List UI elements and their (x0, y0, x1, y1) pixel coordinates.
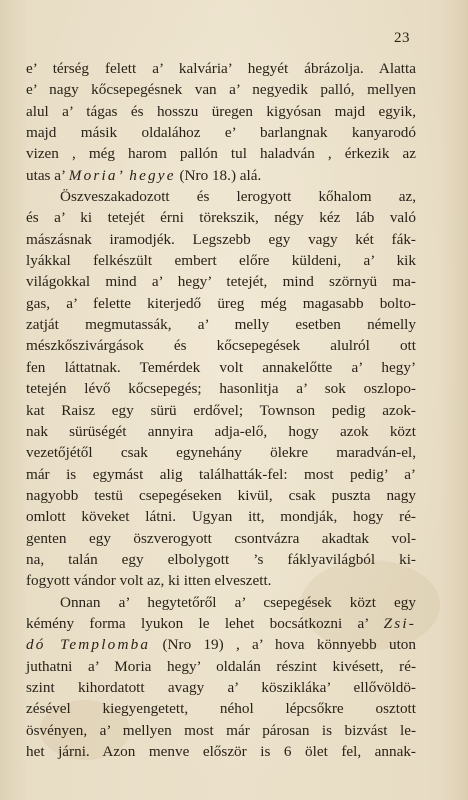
text-segment: utas a’ (26, 166, 69, 184)
text-segment: omlott köveket látni. Ugyan itt, mondják, hogy ré- (26, 508, 416, 526)
text-line (26, 58, 416, 79)
text-segment: vezetőjétől csak egynehány ölekre maradván-el, (26, 444, 416, 462)
text-line (26, 314, 416, 335)
text-line (26, 186, 416, 207)
text-line (26, 656, 416, 677)
text-segment: kat Raisz egy sürü erdővel; Townson pedig azok- (26, 401, 416, 419)
text-segment: lyákkal felkészült embert előre küldeni, a’ kik (26, 252, 416, 270)
text-segment: nak sürüségét annyira adja-elő, hogy azok közt (26, 422, 416, 440)
text-segment: zatját megmutassák, a’ melly esetben némelly (26, 316, 416, 334)
text-line (26, 506, 416, 527)
text-line (26, 549, 416, 570)
text-line (26, 634, 416, 655)
text-line (26, 357, 416, 378)
text-segment: tetején lévő kőcsepegés; hasonlitja a’ sok oszlopo- (26, 380, 416, 398)
text-line (26, 464, 416, 485)
text-line (26, 293, 416, 314)
text-line (26, 698, 416, 719)
text-segment: ösvényen, a’ mellyen most már párosan is bizvást le- (26, 721, 416, 739)
text-segment: e’ térség felett a’ kalvária’ hegyét ábrázolja. Alatta (26, 60, 416, 77)
text-line (26, 165, 416, 186)
text-segment: fen láttatnak. Temérdek volt annakelőtte a’ hegy’ (26, 358, 416, 376)
text-segment: (Nro 18.) alá. (175, 166, 262, 184)
text-line (26, 122, 416, 143)
text-segment: mészkőszivárgások és kőcsepegések alulról ott (26, 337, 416, 355)
page-number: 23 (394, 30, 410, 46)
body-text (26, 58, 416, 762)
text-segment: (Nro 19) , a’ hova könnyebb uton (150, 636, 416, 654)
text-segment: már is egymást alig találhatták-fel: most pedig’ a’ (26, 465, 416, 483)
text-segment: világokkal mind a’ hegy’ tetejét, mind szörnyü ma- (26, 273, 416, 291)
text-line (26, 570, 416, 591)
text-line (26, 250, 416, 271)
text-line (26, 271, 416, 292)
text-line (26, 207, 416, 228)
italic-name: Moria’ hegye (68, 166, 176, 184)
text-segment: fogyott vándor volt az, ki itten elveszett. (26, 572, 272, 590)
text-line (26, 592, 416, 613)
text-segment: vizen , még harom pallón tul haladván , érkezik az (26, 145, 416, 163)
text-line (26, 335, 416, 356)
text-segment: szint kihordatott avagy a’ köszikláka’ ellővöldö- (26, 678, 416, 696)
text-segment: kémény forma lyukon le lehet bocsátkozni a’ (26, 614, 384, 632)
text-segment: juthatni a’ Moria hegy’ oldalán részint kivésett, ré- (26, 657, 416, 675)
text-line (26, 720, 416, 741)
text-line (26, 485, 416, 506)
text-segment: Onnan a’ hegytetőről a’ csepegések közt egy (60, 593, 416, 611)
text-line (26, 400, 416, 421)
text-line (26, 378, 416, 399)
text-segment: na, talán egy elbolygott ’s fáklyavilágból ki- (26, 550, 416, 568)
italic-name: Zsi- (383, 614, 416, 632)
text-line (26, 528, 416, 549)
text-segment: mászásnak iramodjék. Legszebb egy vagy két fák- (26, 230, 416, 248)
text-segment: e’ nagy kőcsepegésnek van a’ negyedik palló, mellyen (26, 81, 416, 99)
text-segment: zésével kiegyengetett, néhol lépcsőkre osztott (26, 700, 416, 718)
text-line (26, 677, 416, 698)
text-line (26, 421, 416, 442)
text-segment: majd másik oldalához e’ barlangnak kanyarodó (26, 124, 416, 142)
text-segment: Öszveszakadozott és lerogyott kőhalom az, (60, 188, 416, 206)
text-line (26, 741, 416, 762)
text-line (26, 229, 416, 250)
text-segment: és a’ ki tetejét érni törekszik, négy kéz láb való (26, 209, 416, 227)
text-line (26, 79, 416, 100)
text-segment: alul a’ tágas és hosszu üregen kigyósan majd egyik, (26, 102, 416, 120)
italic-name: dó Templomba (26, 636, 151, 654)
text-line (26, 101, 416, 122)
text-line (26, 143, 416, 164)
text-segment: gas, a’ felette kiterjedő üreg még magasabb bolto- (26, 294, 416, 312)
text-line (26, 613, 416, 634)
text-segment: nagyobb testü csepegéseken kivül, csak puszta nagy (26, 486, 416, 504)
text-line (26, 442, 416, 463)
text-segment: genten egy öszverogyott csontvázra akadtak vol- (26, 529, 416, 547)
text-segment: het járni. Azon menve először is 6 ölet fel, annak- (26, 743, 416, 760)
